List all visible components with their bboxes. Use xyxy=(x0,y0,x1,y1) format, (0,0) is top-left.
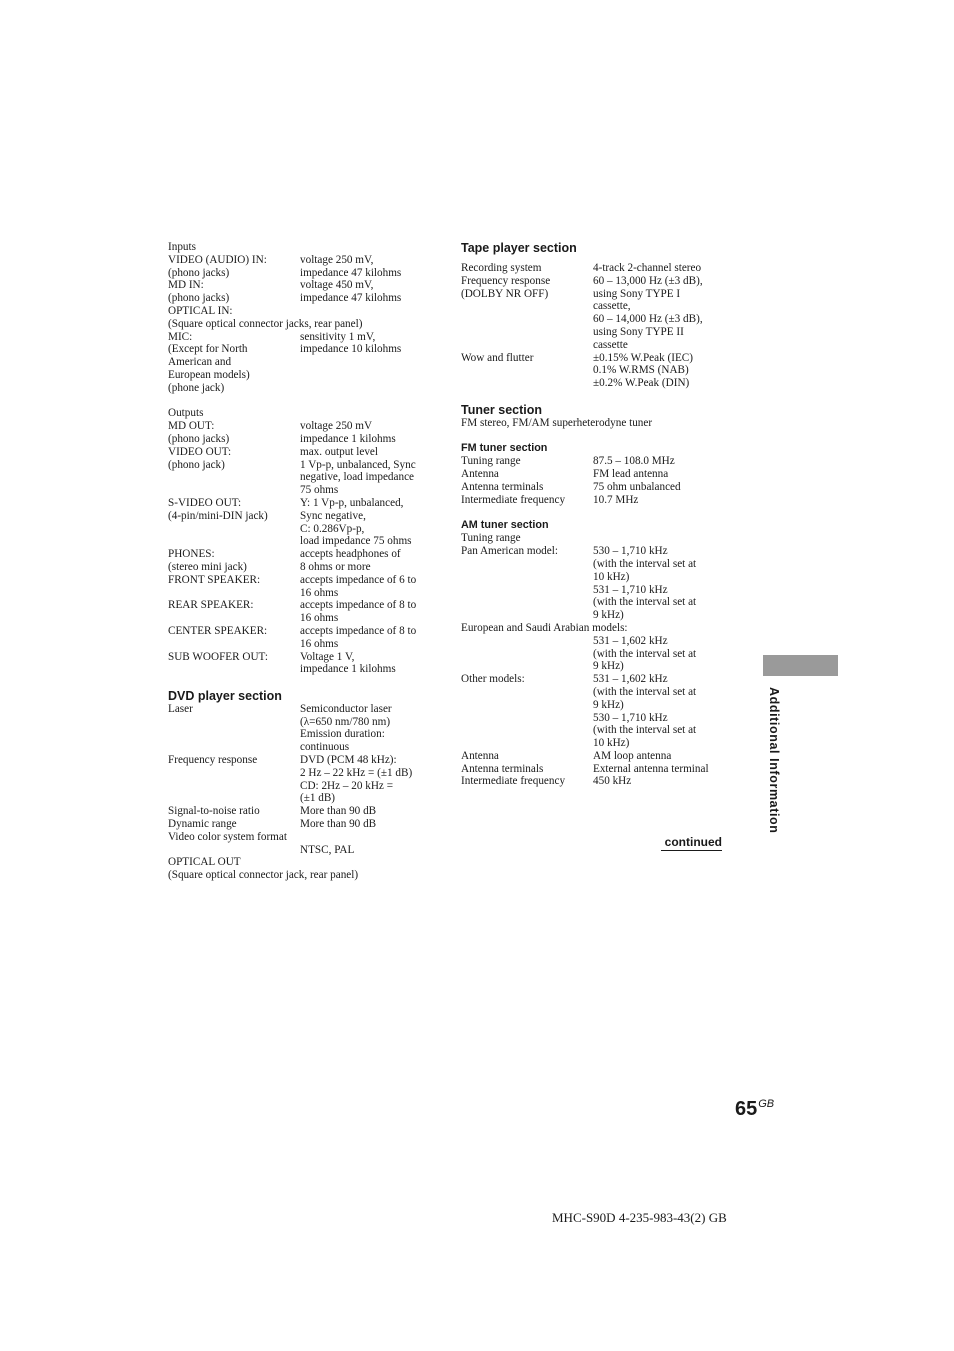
spec-key: Signal-to-noise ratio xyxy=(168,805,260,818)
spec-value: Sync negative, xyxy=(300,509,366,522)
spec-key: SUB WOOFER OUT: xyxy=(168,650,268,663)
spec-text-line: OPTICAL IN: xyxy=(168,304,233,317)
spec-row xyxy=(168,612,430,625)
spec-row xyxy=(168,780,430,793)
spec-row xyxy=(461,275,723,288)
section-heading: Tuner section xyxy=(461,402,543,417)
spec-row xyxy=(461,262,723,275)
spec-row xyxy=(168,459,430,472)
spec-row xyxy=(461,596,723,609)
spec-key: Antenna terminals xyxy=(461,480,544,493)
spec-value: 531 – 1,602 kHz xyxy=(593,634,668,647)
spec-value: 10 kHz) xyxy=(593,570,630,583)
spec-value: 16 ohms xyxy=(300,612,339,625)
spec-text-line: OPTICAL OUT xyxy=(168,856,241,869)
spec-row xyxy=(461,468,723,481)
spec-row xyxy=(168,292,430,305)
spec-key: Laser xyxy=(168,702,193,715)
spec-key: (phono jacks) xyxy=(168,292,230,305)
spec-value: max. output level xyxy=(300,445,378,458)
spec-value: 16 ohms xyxy=(300,586,339,599)
spec-key: (stereo mini jack) xyxy=(168,560,247,573)
spec-row xyxy=(168,754,430,767)
spec-key: (DOLBY NR OFF) xyxy=(461,287,549,300)
spec-key xyxy=(461,300,593,313)
spec-key: REAR SPEAKER: xyxy=(168,599,254,612)
spec-value: (with the interval set at xyxy=(593,647,697,660)
spec-row xyxy=(461,609,723,622)
spec-key: FRONT SPEAKER: xyxy=(168,573,261,586)
spec-value: sensitivity 1 mV, xyxy=(300,330,376,343)
spec-row xyxy=(461,686,723,699)
spec-value: impedance 47 kilohms xyxy=(300,266,402,279)
spec-key xyxy=(168,471,300,484)
spec-value: NTSC, PAL xyxy=(300,843,355,856)
spec-key xyxy=(168,523,300,536)
spec-key: PHONES: xyxy=(168,548,215,561)
spec-value: C: 0.286Vp-p, xyxy=(300,522,365,535)
spec-row xyxy=(168,638,430,651)
spec-row xyxy=(461,377,723,390)
spec-value: using Sony TYPE I xyxy=(593,287,681,300)
spec-value: ±0.2% W.Peak (DIN) xyxy=(593,377,690,390)
spec-key xyxy=(168,716,300,729)
spec-row xyxy=(168,433,430,446)
spec-text-line: FM stereo, FM/AM superheterodyne tuner xyxy=(461,416,653,429)
spec-row xyxy=(461,364,723,377)
spec-value: 2 Hz – 22 kHz = (±1 dB) xyxy=(300,766,413,779)
spec-row xyxy=(168,535,430,548)
spec-key xyxy=(168,844,300,857)
left-spec-column xyxy=(168,241,430,882)
spec-value: 8 ohms or more xyxy=(300,560,371,573)
spec-row xyxy=(168,420,430,433)
tape-section-heading: Tape player section xyxy=(461,241,577,255)
spec-key xyxy=(461,737,593,750)
spec-key xyxy=(461,699,593,712)
spec-value: (λ=650 nm/780 nm) xyxy=(300,715,391,728)
spec-text-line: American and xyxy=(168,356,232,369)
spec-row xyxy=(461,699,723,712)
spec-key: Wow and flutter xyxy=(461,351,534,364)
spec-value: impedance 1 kilohms xyxy=(300,432,396,445)
spec-row xyxy=(461,455,723,468)
spec-row xyxy=(461,635,723,648)
spec-key xyxy=(168,612,300,625)
spec-key: MIC: xyxy=(168,330,193,343)
spec-value: accepts impedance of 8 to xyxy=(300,599,417,612)
spec-value: 530 – 1,710 kHz xyxy=(593,545,668,558)
spec-key xyxy=(168,484,300,497)
spec-key: Other models: xyxy=(461,673,525,686)
spec-key xyxy=(168,741,300,754)
spec-value: (with the interval set at xyxy=(593,685,697,698)
spec-value: Semiconductor laser xyxy=(300,702,392,715)
spec-text-line: (phone jack) xyxy=(168,381,225,394)
spec-value: ±0.15% W.Peak (IEC) xyxy=(593,351,693,364)
spec-key xyxy=(461,377,593,390)
spec-row xyxy=(168,471,430,484)
spec-value: cassette xyxy=(593,338,628,351)
spec-key: VIDEO OUT: xyxy=(168,445,232,458)
spec-row xyxy=(168,625,430,638)
spec-row xyxy=(168,703,430,716)
spec-key xyxy=(168,780,300,793)
spec-key: Intermediate frequency xyxy=(461,493,566,506)
spec-key xyxy=(461,313,593,326)
spec-key xyxy=(461,558,593,571)
spec-text-line: Inputs xyxy=(168,241,196,253)
spec-value: impedance 1 kilohms xyxy=(300,663,396,676)
spec-row xyxy=(461,775,723,788)
spec-row xyxy=(461,352,723,365)
spec-value: accepts headphones of xyxy=(300,548,401,561)
spec-row xyxy=(168,716,430,729)
spec-text-line: European and Saudi Arabian models: xyxy=(461,621,628,634)
spec-key: Frequency response xyxy=(168,754,258,767)
spec-value: 75 ohm unbalanced xyxy=(593,480,681,493)
spec-key xyxy=(168,663,300,676)
spec-row xyxy=(461,724,723,737)
spec-key: (phono jacks) xyxy=(168,266,230,279)
spec-key xyxy=(461,364,593,377)
spec-key: MD IN: xyxy=(168,279,204,292)
spec-value: 9 kHz) xyxy=(593,698,624,711)
spec-text-line: (Square optical connector jack, rear panel) xyxy=(168,869,359,882)
spacer xyxy=(461,390,723,403)
spec-row xyxy=(461,339,723,352)
spec-text-line: Video color system format xyxy=(168,830,287,843)
spec-key xyxy=(168,638,300,651)
spec-value: External antenna terminal xyxy=(593,762,709,775)
spec-value: 530 – 1,710 kHz xyxy=(593,711,668,724)
spec-value: Emission duration: xyxy=(300,728,385,741)
section-side-label: Additional Information xyxy=(767,687,781,834)
spec-key: Recording system xyxy=(461,262,542,274)
spec-row xyxy=(168,561,430,574)
spec-key xyxy=(168,792,300,805)
spec-row xyxy=(168,484,430,497)
spec-row xyxy=(168,728,430,741)
spec-value: (±1 dB) xyxy=(300,792,336,805)
spec-value: 60 – 14,000 Hz (±3 dB), xyxy=(593,313,703,326)
spec-key: Pan American model: xyxy=(461,545,558,558)
spec-value: CD: 2Hz – 20 kHz = xyxy=(300,779,394,792)
spec-key xyxy=(168,535,300,548)
spec-value: (with the interval set at xyxy=(593,596,697,609)
spec-row xyxy=(168,510,430,523)
spec-key: MD OUT: xyxy=(168,420,215,433)
spec-key: Intermediate frequency xyxy=(461,775,566,788)
continued-label: continued xyxy=(661,835,722,851)
spec-key: VIDEO (AUDIO) IN: xyxy=(168,253,267,266)
spec-value: 10.7 MHz xyxy=(593,493,639,506)
spec-row xyxy=(461,481,723,494)
spec-value: using Sony TYPE II xyxy=(593,325,684,338)
spec-value: 1 Vp-p, unbalanced, Sync xyxy=(300,458,416,471)
spec-key: (phono jack) xyxy=(168,458,225,471)
spec-value: (with the interval set at xyxy=(593,724,697,737)
spec-row xyxy=(168,818,430,831)
spec-value: voltage 450 mV, xyxy=(300,279,374,292)
spec-row xyxy=(168,267,430,280)
spec-row xyxy=(461,750,723,763)
spec-value: impedance 10 kilohms xyxy=(300,343,402,356)
page-number: $65^{GB}$ xyxy=(735,1098,775,1120)
spec-value: DVD (PCM 48 kHz): xyxy=(300,754,397,767)
spec-value: 16 ohms xyxy=(300,637,339,650)
spec-text-line: (Square optical connector jacks, rear panel) xyxy=(168,317,363,330)
spec-value: 9 kHz) xyxy=(593,609,624,622)
spec-row xyxy=(168,792,430,805)
spec-key: Antenna terminals xyxy=(461,762,544,775)
spec-row xyxy=(168,805,430,818)
spec-key xyxy=(461,712,593,725)
spec-value: FM lead antenna xyxy=(593,468,669,481)
spec-value: 4-track 2-channel stereo xyxy=(593,262,702,274)
spec-key xyxy=(461,584,593,597)
spec-key: S-VIDEO OUT: xyxy=(168,496,242,509)
spec-value: 531 – 1,602 kHz xyxy=(593,673,668,686)
spec-key xyxy=(461,724,593,737)
spec-row xyxy=(168,599,430,612)
spec-key xyxy=(168,767,300,780)
spec-row xyxy=(168,446,430,459)
spec-key xyxy=(461,571,593,584)
spec-key: Dynamic range xyxy=(168,818,237,831)
spec-value: (with the interval set at xyxy=(593,557,697,570)
spec-row xyxy=(461,326,723,339)
spec-value: 87.5 – 108.0 MHz xyxy=(593,455,675,468)
spec-row xyxy=(461,313,723,326)
spacer xyxy=(168,395,430,408)
spec-row xyxy=(461,558,723,571)
spec-row xyxy=(461,712,723,725)
spec-row xyxy=(461,300,723,313)
spec-row xyxy=(168,741,430,754)
subsection-heading: FM tuner section xyxy=(461,442,548,455)
spec-row xyxy=(461,660,723,673)
spec-value: AM loop antenna xyxy=(593,749,672,762)
spec-value: More than 90 dB xyxy=(300,805,377,818)
spec-key: CENTER SPEAKER: xyxy=(168,624,268,637)
spec-key xyxy=(461,660,593,673)
spec-row xyxy=(461,288,723,301)
spec-key xyxy=(461,635,593,648)
page-suffix: GB xyxy=(758,1098,775,1110)
spec-row xyxy=(168,254,430,267)
spec-row xyxy=(168,587,430,600)
right-spec-column xyxy=(461,262,723,788)
spec-value: 450 kHz xyxy=(593,775,632,788)
spec-value: 9 kHz) xyxy=(593,660,624,673)
spec-row xyxy=(461,673,723,686)
spec-key: (4-pin/mini-DIN jack) xyxy=(168,509,268,522)
spec-row xyxy=(168,574,430,587)
spec-row xyxy=(168,663,430,676)
spec-row xyxy=(461,545,723,558)
spec-row xyxy=(168,548,430,561)
spec-value: 10 kHz) xyxy=(593,737,630,750)
spec-key: (phono jacks) xyxy=(168,432,230,445)
spec-value: cassette, xyxy=(593,300,631,313)
spec-value: negative, load impedance xyxy=(300,471,414,484)
spec-row xyxy=(168,523,430,536)
spec-row xyxy=(461,584,723,597)
spec-value: More than 90 dB xyxy=(300,818,377,831)
spec-key xyxy=(461,609,593,622)
spec-text-line: Outputs xyxy=(168,407,204,420)
spec-key xyxy=(461,596,593,609)
spec-key: Antenna xyxy=(461,468,499,481)
spec-value: accepts impedance of 6 to xyxy=(300,573,417,586)
spec-key: Frequency response xyxy=(461,274,551,287)
spacer xyxy=(168,676,430,689)
section-tab-marker xyxy=(763,655,838,676)
spec-key xyxy=(168,728,300,741)
spec-key xyxy=(461,339,593,352)
spacer xyxy=(461,430,723,443)
spec-value: accepts impedance of 8 to xyxy=(300,624,417,637)
spec-row xyxy=(168,844,430,857)
spec-value: Y: 1 Vp-p, unbalanced, xyxy=(300,496,404,509)
spec-value: 531 – 1,710 kHz xyxy=(593,583,668,596)
spec-value: Voltage 1 V, xyxy=(300,650,355,663)
spec-value: 0.1% W.RMS (NAB) xyxy=(593,364,689,377)
spec-value: voltage 250 mV xyxy=(300,420,373,433)
spec-row xyxy=(168,343,430,356)
spec-value: 60 – 13,000 Hz (±3 dB), xyxy=(593,274,703,287)
spec-key xyxy=(461,686,593,699)
spec-row xyxy=(461,648,723,661)
spec-key xyxy=(168,587,300,600)
spec-row xyxy=(461,737,723,750)
spec-key: Antenna xyxy=(461,749,499,762)
spec-row xyxy=(168,331,430,344)
spec-row xyxy=(168,279,430,292)
spec-value: voltage 250 mV, xyxy=(300,253,374,266)
spec-value: continuous xyxy=(300,741,350,754)
spec-row xyxy=(461,571,723,584)
spec-key: (Except for North xyxy=(168,343,248,356)
spec-value: load impedance 75 ohms xyxy=(300,535,412,548)
spacer xyxy=(461,507,723,520)
spec-value: 75 ohms xyxy=(300,484,339,497)
spec-text-line: Tuning range xyxy=(461,532,521,545)
spec-row xyxy=(168,767,430,780)
spec-row xyxy=(168,497,430,510)
document-code: MHC-S90D 4-235-983-43(2) GB xyxy=(552,1210,727,1225)
spec-text-line: European models) xyxy=(168,368,250,381)
spec-value: impedance 47 kilohms xyxy=(300,292,402,305)
spec-row xyxy=(461,763,723,776)
spec-row xyxy=(168,651,430,664)
spec-row xyxy=(461,494,723,507)
section-heading: DVD player section xyxy=(168,688,282,703)
spec-key xyxy=(461,326,593,339)
spec-key xyxy=(461,648,593,661)
subsection-heading: AM tuner section xyxy=(461,519,549,532)
spec-key: Tuning range xyxy=(461,455,521,468)
